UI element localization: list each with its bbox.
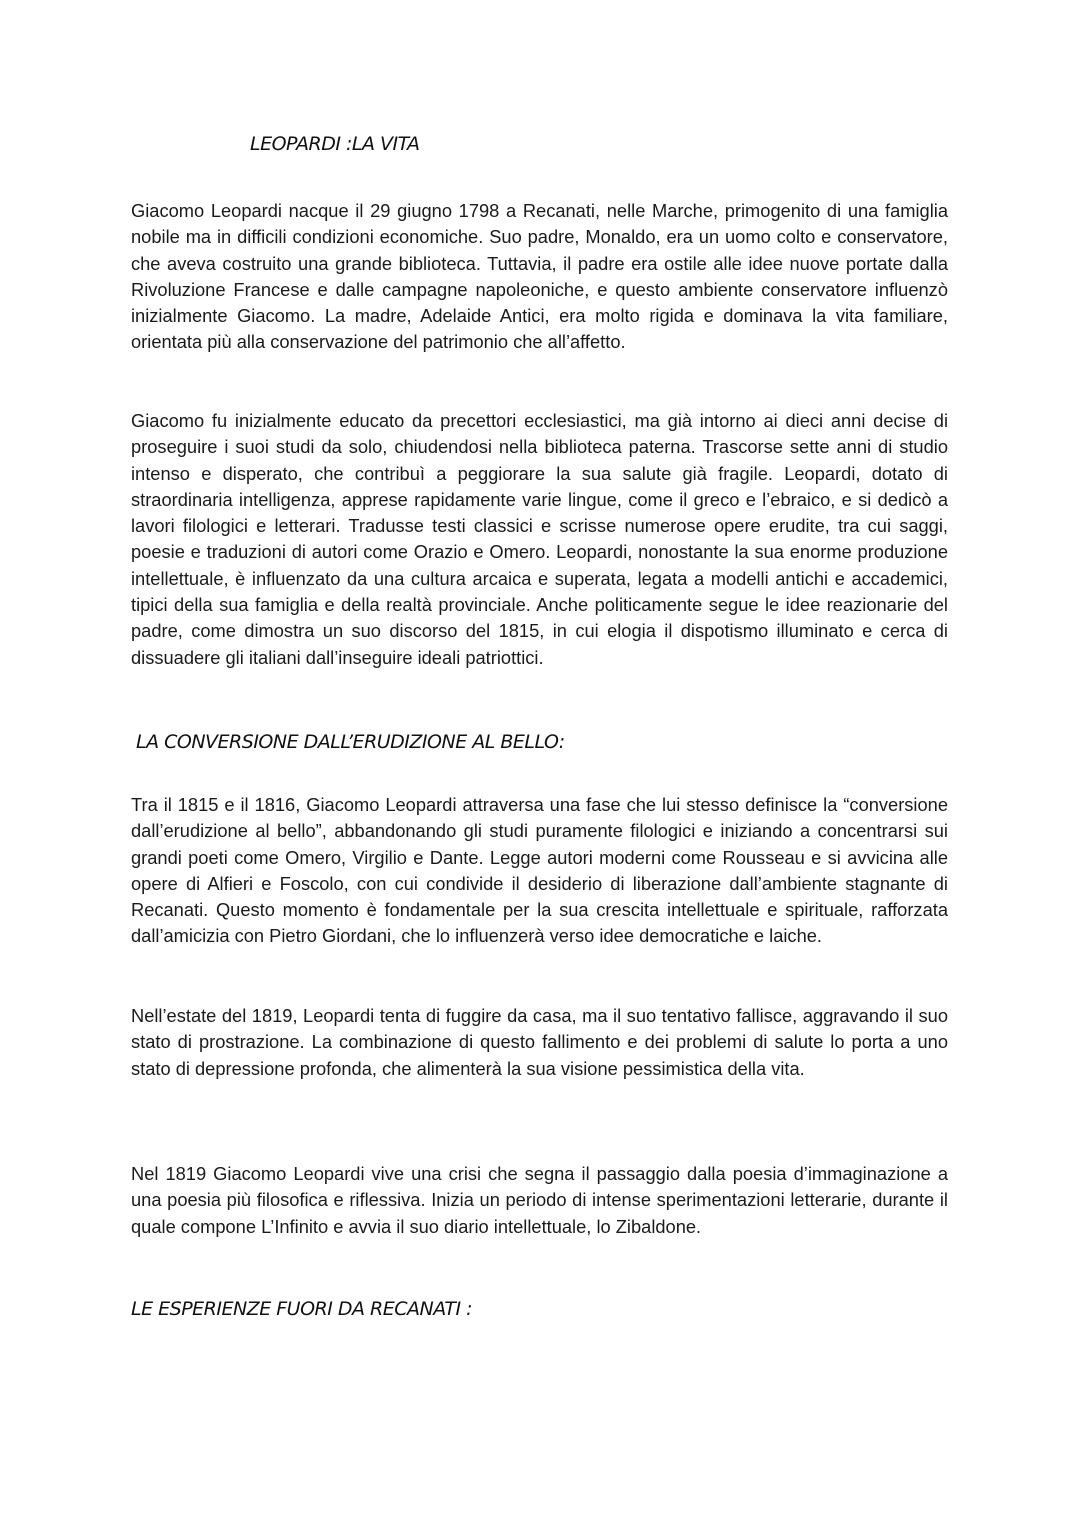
section-heading-conversione: LA CONVERSIONE DALL’ERUDIZIONE AL BELLO: <box>136 731 565 753</box>
paragraph-conversione: Tra il 1815 e il 1816, Giacomo Leopardi attraversa una fase che lui stesso definisce la “conversione dall’erudizione al bello”, abbandonando gli studi puramente filologici e iniziando a concentrarsi sui grandi poeti come Omero, Virgilio e Dante. Legge autori moderni come Rousseau e si avvicina alle opere di Alfieri e Foscolo, con cui condivide il desiderio di liberazione dall’ambiente stagnante di Recanati. Questo momento è fondamentale per la sua crescita intellettuale e spirituale, rafforzata dall’amicizia con Pietro Giordani, che lo influenzerà verso idee democratiche e laiche. <box>131 794 948 947</box>
section-heading-esperienze: LE ESPERIENZE FUORI DA RECANATI : <box>131 1298 472 1320</box>
paragraph-crisi-1819: Nel 1819 Giacomo Leopardi vive una crisi che segna il passaggio dalla poesia d’immaginazione a una poesia più filosofica e riflessiva. Inizia un periodo di intense sperimentazioni letterarie, durante il quale compone L’Infinito e avvia il suo diario intellettuale, lo Zibaldone. <box>131 1163 948 1237</box>
section-heading-la-vita: LEOPARDI :LA VITA <box>250 133 420 155</box>
paragraph-educazione: Giacomo fu inizialmente educato da precettori ecclesiastici, ma già intorno ai dieci anni decise di proseguire i suoi studi da solo, chiudendosi nella biblioteca paterna. Trascorse sette anni di studio intenso e disperato, che contribuì a peggiorare la sua salute già fragile. Leopardi, dotato di straordinaria intelligenza, apprese rapidamente varie lingue, come il greco e l’ebraico, e si dedicò a lavori filologici e letterari. Tradusse testi classici e scrisse numerose opere erudite, tra cui saggi, poesie e traduzioni di autori come Orazio e Omero. Leopardi, nonostante la sua enorme produzione intellettuale, è influenzato da una cultura arcaica e superata, legata a modelli antichi e accademici, tipici della sua famiglia e della realtà provinciale. Anche politicamente segue le idee reazionarie del padre, come dimostra un suo discorso del 1815, in cui elogia il dispotismo illuminato e cerca di dissuadere gli italiani dall’inseguire ideali patriottici. <box>131 410 948 668</box>
paragraph-fuga: Nell’estate del 1819, Leopardi tenta di fuggire da casa, ma il suo tentativo fallisce, aggravando il suo stato di prostrazione. La combinazione di questo fallimento e dei problemi di salute lo porta a uno stato di depressione profonda, che alimenterà la sua visione pessimistica della vita. <box>131 1005 948 1079</box>
paragraph-nascita: Giacomo Leopardi nacque il 29 giugno 1798 a Recanati, nelle Marche, primogenito di una famiglia nobile ma in difficili condizioni economiche. Suo padre, Monaldo, era un uomo colto e conservatore, che aveva costruito una grande biblioteca. Tuttavia, il padre era ostile alle idee nuove portate dalla Rivoluzione Francese e dalle campagne napoleoniche, e questo ambiente conservatore influenzò inizialmente Giacomo. La madre, Adelaide Antici, era molto rigida e dominava la vita familiare, orientata più alla conservazione del patrimonio che all’affetto. <box>131 200 948 353</box>
